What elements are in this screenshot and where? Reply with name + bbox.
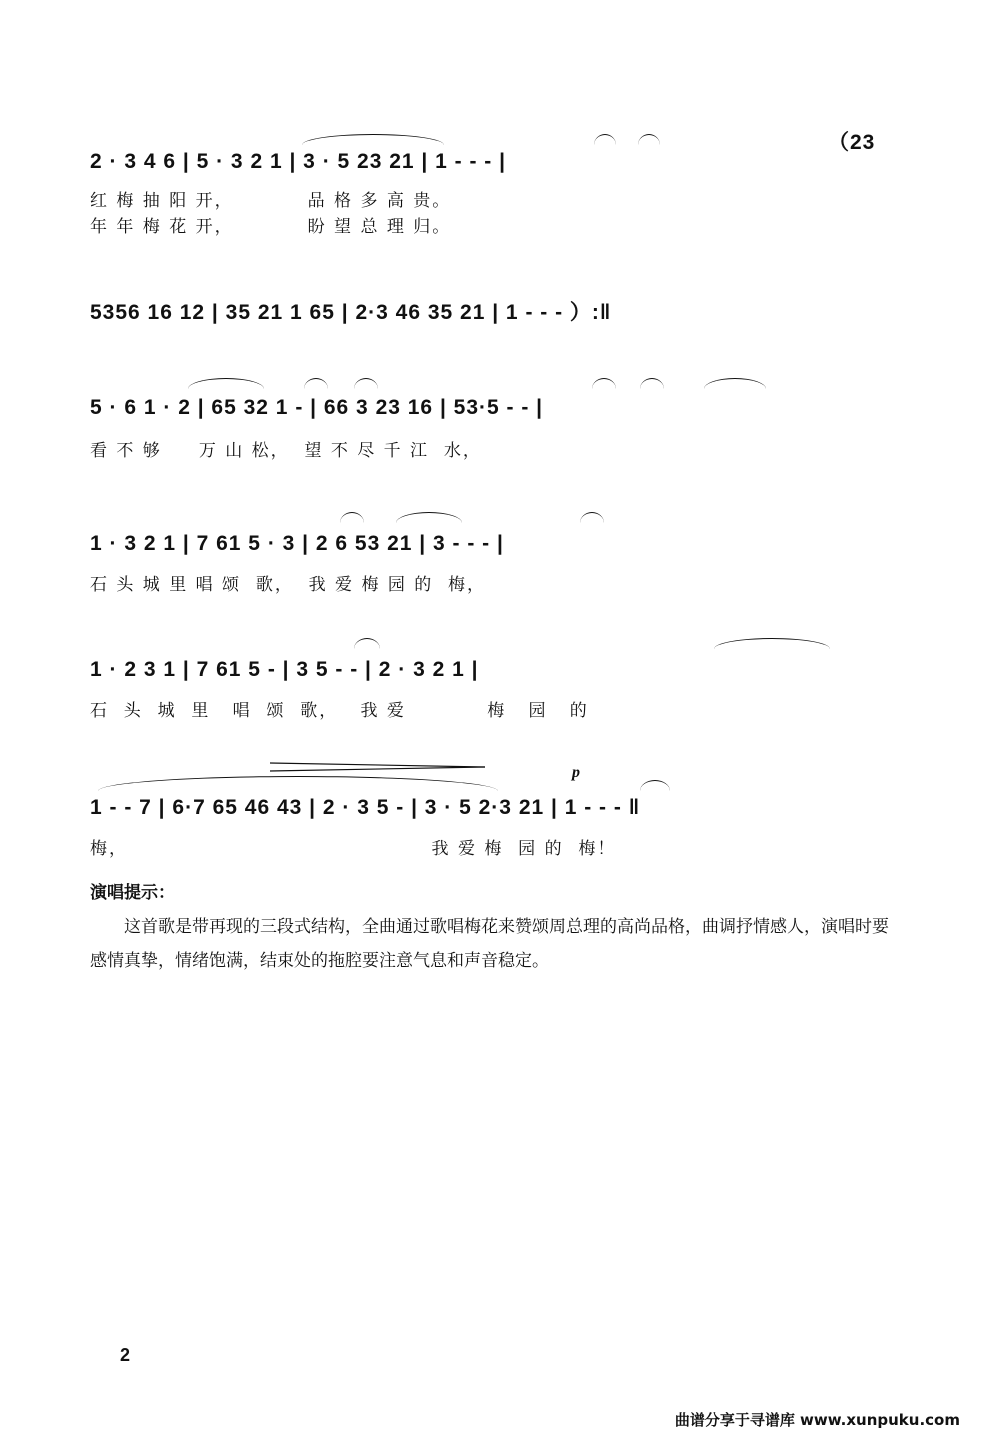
notation-row-1: 2 · 3 4 6 | 5 · 3 2 1 | 3 · 5 23 21 | 1 - - - | (90, 150, 507, 173)
slur (594, 134, 616, 145)
notation-row-4: 1 · 3 2 1 | 7 61 5 · 3 | 2 6 53 21 | 3 - - - | (90, 532, 504, 555)
notation-row-2: 5356 16 12 | 35 21 1 65 | 2·3 46 35 21 | 1 - - - ）:‖ (90, 301, 612, 324)
notation-row-3: 5 · 6 1 · 2 | 65 32 1 - | 66 3 23 16 | 53·5 - - | (90, 396, 544, 419)
slur (304, 378, 328, 389)
slur (98, 776, 498, 791)
slur (188, 378, 264, 389)
page-number: 2 (120, 1345, 131, 1365)
slur (704, 378, 766, 389)
slur (640, 378, 664, 389)
lyric-row-1-verse-1: 红 梅 抽 阳 开， 品 格 多 高 贵。 (90, 191, 452, 211)
slur (354, 638, 380, 649)
hint-body: 这首歌是带再现的三段式结构，全曲通过歌唱梅花来赞颂周总理的高尚品格，曲调抒情感人，演唱时要感情真挚，情绪饱满，结束处的拖腔要注意气息和声音稳定。 (90, 917, 889, 971)
notation-row-6: 1 - - 7 | 6·7 65 46 43 | 2 · 3 5 - | 3 · 5 2·3 21 | 1 - - - ‖ (90, 796, 641, 819)
lyric-row-1-verse-2: 年 年 梅 花 开， 盼 望 总 理 归。 (90, 217, 452, 237)
footer-source: 曲谱分享于寻谱库 www.xunpuku.com (674, 1411, 960, 1429)
lyric-row-4: 石 头 城 里 唱 颂 歌， 我 爱 梅 园 的 梅， (90, 575, 487, 595)
slur (580, 512, 604, 523)
notation-row-1-extra: （23 (828, 131, 876, 154)
slur (640, 780, 670, 791)
slur (340, 512, 364, 523)
dynamic-mark: p (572, 764, 580, 781)
slur (638, 134, 660, 145)
hint-title: 演唱提示： (90, 883, 175, 903)
crescendo-mark (270, 760, 485, 774)
slur (354, 378, 378, 389)
slur (592, 378, 616, 389)
lyric-row-6: 梅， 我 爱 梅 园 的 梅！ (90, 839, 617, 859)
slur (714, 638, 830, 649)
slur (396, 512, 462, 523)
lyric-row-5: 石 头 城 里 唱 颂 歌， 我 爱 梅 园 的 (90, 701, 589, 721)
notation-row-5: 1 · 2 3 1 | 7 61 5 - | 3 5 - - | 2 · 3 2 1 | (90, 658, 479, 681)
slur (302, 134, 444, 145)
lyric-row-3: 看 不 够 万 山 松， 望 不 尽 千 江 水， (90, 441, 482, 461)
